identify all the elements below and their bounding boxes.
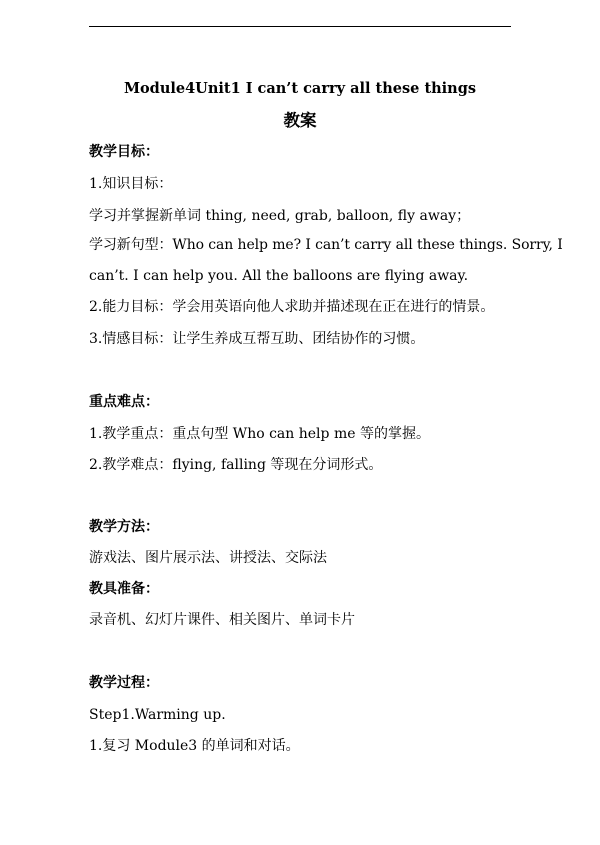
- materials-heading: 教具准备：: [89, 581, 159, 597]
- ability-objective: 2.能力目标：学会用英语向他人求助并描述现在正在进行的情景。: [89, 299, 495, 315]
- teaching-focus: 1.教学重点：重点句型 Who can help me 等的掌握。: [89, 426, 430, 442]
- teaching-difficulty: 2.教学难点：flying, falling 等现在分词形式。: [89, 457, 383, 473]
- key-points-heading: 重点难点：: [89, 394, 159, 410]
- knowledge-objective-label: 1.知识目标：: [89, 176, 173, 192]
- document-title: Module4Unit1 I can’t carry all these things: [123, 80, 477, 97]
- emotion-objective: 3.情感目标：让学生养成互帮互助、团结协作的习惯。: [89, 331, 425, 347]
- process-step1: Step1.Warming up.: [89, 707, 226, 723]
- objectives-heading: 教学目标：: [89, 144, 159, 160]
- sentence-pattern-line-2: can’t. I can help you. All the balloons are flying away.: [89, 268, 469, 284]
- header-rule: [89, 26, 511, 27]
- process-item1: 1.复习 Module3 的单词和对话。: [89, 738, 300, 754]
- document-subtitle: 教案: [283, 111, 317, 130]
- methods-heading: 教学方法：: [89, 519, 159, 535]
- vocabulary-line: 学习并掌握新单词 thing, need, grab, balloon, fly away；: [89, 208, 471, 224]
- methods-content: 游戏法、图片展示法、讲授法、交际法: [89, 550, 327, 566]
- process-heading: 教学过程：: [89, 675, 159, 691]
- sentence-pattern-line-1: 学习新句型：Who can help me? I can’t carry all these things. Sorry, I: [89, 237, 563, 253]
- materials-content: 录音机、幻灯片课件、相关图片、单词卡片: [89, 612, 355, 628]
